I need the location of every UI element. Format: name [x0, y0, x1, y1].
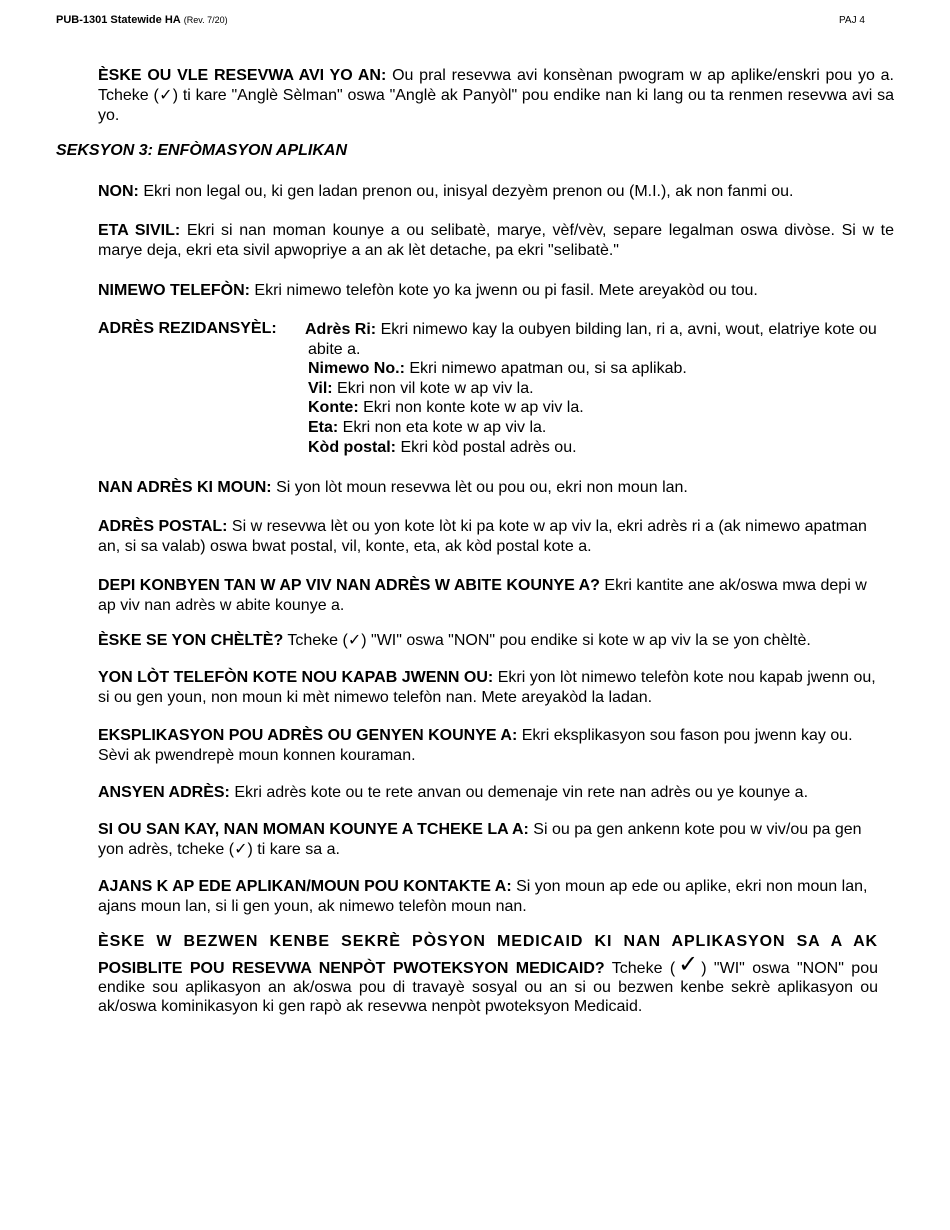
address-item-label: Vil: — [308, 379, 333, 397]
address-item-label: Eta: — [308, 418, 339, 436]
time-at-address-text: Ekri kantite ane ak/oswa mwa depi w ap viv nan adrès w abite kounye a. — [98, 577, 867, 614]
helping-agency-paragraph — [98, 877, 878, 917]
address-item-label: Adrès Ri: — [305, 321, 377, 338]
checkmark-icon: ✓ — [675, 951, 702, 978]
shelter-text: Tcheke (✓) "WI" oswa "NON" pou endike si kote w ap viv la se yon chèltè. — [283, 632, 811, 649]
previous-address-paragraph — [98, 783, 878, 803]
form-revision: (Rev. 7/20) — [183, 15, 228, 25]
helping-agency-text: Si yon moun ap ede ou aplike, ekri non moun lan, ajans moun lan, si li gen youn, ak nimewo telefòn moun nan. — [98, 878, 868, 915]
mailing-address-text: Si w resevwa lèt ou yon kote lòt ki pa kote w ap viv la, ekri adrès ri a (ak nimewo apatman an, si sa valab) oswa bwat postal, vil, konte, eta, ak kòd postal kote a. — [98, 518, 867, 555]
directions-text: Ekri eksplikasyon sou fason pou jwenn kay ou. Sèvi ak pwendrepè moun konnen kouraman. — [98, 727, 853, 764]
section-3-title: SEKSYON 3: ENFÒMASYON APLIKAN — [56, 142, 347, 159]
medicaid-confidentiality-paragraph — [98, 932, 878, 1016]
mailing-address-label: ADRÈS POSTAL: — [98, 518, 228, 535]
marital-status-text: Ekri si nan moman kounye a ou selibatè, marye, vèf/vèv, separe legalman oswa divòse. Si w te marye deja, ekri eta sivil apwopriye a an ak lèt detache, pa ekri "selibatè." — [98, 222, 894, 259]
medicaid-question-rest — [98, 951, 878, 1016]
shelter-paragraph — [98, 631, 878, 651]
medicaid-text-post: ) "WI" oswa "NON" pou endike sou aplikasyon an ak/oswa pou di travayè sosyal ou an si ou bezwen kenbe sekrè aplikasyon ou ak/oswa kominikasyon ki gen rapò ak resevwa nenpòt pwoteksyon Medicaid. — [98, 960, 878, 1015]
directions-label: EKSPLIKASYON POU ADRÈS OU GENYEN KOUNYE A: — [98, 727, 518, 744]
previous-address-text: Ekri adrès kote ou te rete anvan ou demenaje vin rete nan adrès ou ye kounye a. — [229, 784, 809, 801]
phone-label: NIMEWO TELEFÒN: — [98, 282, 250, 299]
mailing-address-paragraph — [98, 517, 878, 557]
address-item — [308, 418, 896, 438]
other-phone-paragraph — [98, 668, 878, 708]
form-id-header — [56, 14, 228, 26]
address-item-label: Nimewo No.: — [308, 360, 405, 378]
address-item-text: Ekri kòd postal adrès ou. — [396, 438, 577, 456]
address-item-text: Ekri nimewo apatman ou, si sa aplikab. — [404, 360, 687, 378]
marital-status-paragraph — [98, 221, 894, 261]
previous-address-label: ANSYEN ADRÈS: — [98, 784, 230, 801]
address-item — [305, 320, 896, 359]
address-item — [308, 398, 896, 418]
directions-paragraph — [98, 726, 878, 766]
name-paragraph — [98, 182, 894, 202]
residential-address-list — [305, 320, 896, 457]
name-label: NON: — [98, 183, 139, 200]
medicaid-text-pre: Tcheke ( — [604, 960, 676, 977]
address-item — [308, 359, 896, 379]
phone-text: Ekri nimewo telefòn kote yo ka jwenn ou pi fasil. Mete areyakòd ou tou. — [249, 282, 758, 299]
address-item — [308, 438, 896, 458]
phone-paragraph — [98, 281, 894, 301]
address-item-label: Konte: — [308, 399, 359, 417]
notices-label: ÈSKE OU VLE RESEVWA AVI YO AN: — [98, 67, 387, 84]
shelter-label: ÈSKE SE YON CHÈLTÈ? — [98, 632, 284, 649]
address-item-text: Ekri non eta kote w ap viv la. — [338, 418, 547, 436]
homeless-paragraph — [98, 820, 878, 860]
notices-paragraph — [98, 66, 894, 126]
homeless-label: SI OU SAN KAY, NAN MOMAN KOUNYE A TCHEKE LA A: — [98, 821, 529, 838]
residential-address-label: ADRÈS REZIDANSYÈL: — [98, 320, 277, 337]
in-care-of-paragraph — [98, 478, 878, 498]
notices-text: Ou pral resevwa avi konsènan pwogram w ap aplike/enskri pou yo a. Tcheke (✓) ti kare "Anglè Sèlman" oswa "Anglè ak Panyòl" pou endike nan ki lang ou ta renmen resevwa avi sa yo. — [98, 67, 895, 124]
form-id: PUB-1301 Statewide HA — [56, 14, 181, 26]
in-care-of-label: NAN ADRÈS KI MOUN: — [98, 479, 272, 496]
homeless-text: Si ou pa gen ankenn kote pou w viv/ou pa gen yon adrès, tcheke (✓) ti kare sa a. — [98, 821, 862, 858]
address-item-text: Ekri non konte kote w ap viv la. — [358, 399, 584, 417]
other-phone-text: Ekri yon lòt nimewo telefòn kote nou kapab jwenn ou, si ou gen youn, non moun ki mèt nimewo telefòn nan. Mete areyakòd la ladan. — [98, 669, 876, 706]
other-phone-label: YON LÒT TELEFÒN KOTE NOU KAPAB JWENN OU: — [98, 669, 494, 686]
time-at-address-paragraph — [98, 576, 878, 616]
helping-agency-label: AJANS K AP EDE APLIKAN/MOUN POU KONTAKTE A: — [98, 878, 512, 895]
medicaid-question-label: POSIBLITE POU RESEVWA NENPÒT PWOTEKSYON MEDICAID? — [98, 960, 605, 977]
in-care-of-text: Si yon lòt moun resevwa lèt ou pou ou, ekri non moun lan. — [271, 479, 688, 496]
medicaid-question-line1: ÈSKE W BEZWEN KENBE SEKRÈ PÒSYON MEDICAID KI NAN APLIKASYON SA A AK — [98, 933, 878, 950]
address-item-text: Ekri nimewo kay la oubyen bilding lan, ri a, avni, wout, elatriye kote ou abite a. — [308, 321, 877, 358]
time-at-address-label: DEPI KONBYEN TAN W AP VIV NAN ADRÈS W ABITE KOUNYE A? — [98, 577, 600, 594]
marital-status-label: ETA SIVIL: — [98, 222, 181, 239]
page-number: PAJ 4 — [839, 15, 865, 26]
address-item-text: Ekri non vil kote w ap viv la. — [332, 379, 534, 397]
address-item — [308, 379, 896, 399]
name-text: Ekri non legal ou, ki gen ladan prenon ou, inisyal dezyèm prenon ou (M.I.), ak non fanmi ou. — [138, 183, 794, 200]
address-item-label: Kòd postal: — [308, 438, 396, 456]
